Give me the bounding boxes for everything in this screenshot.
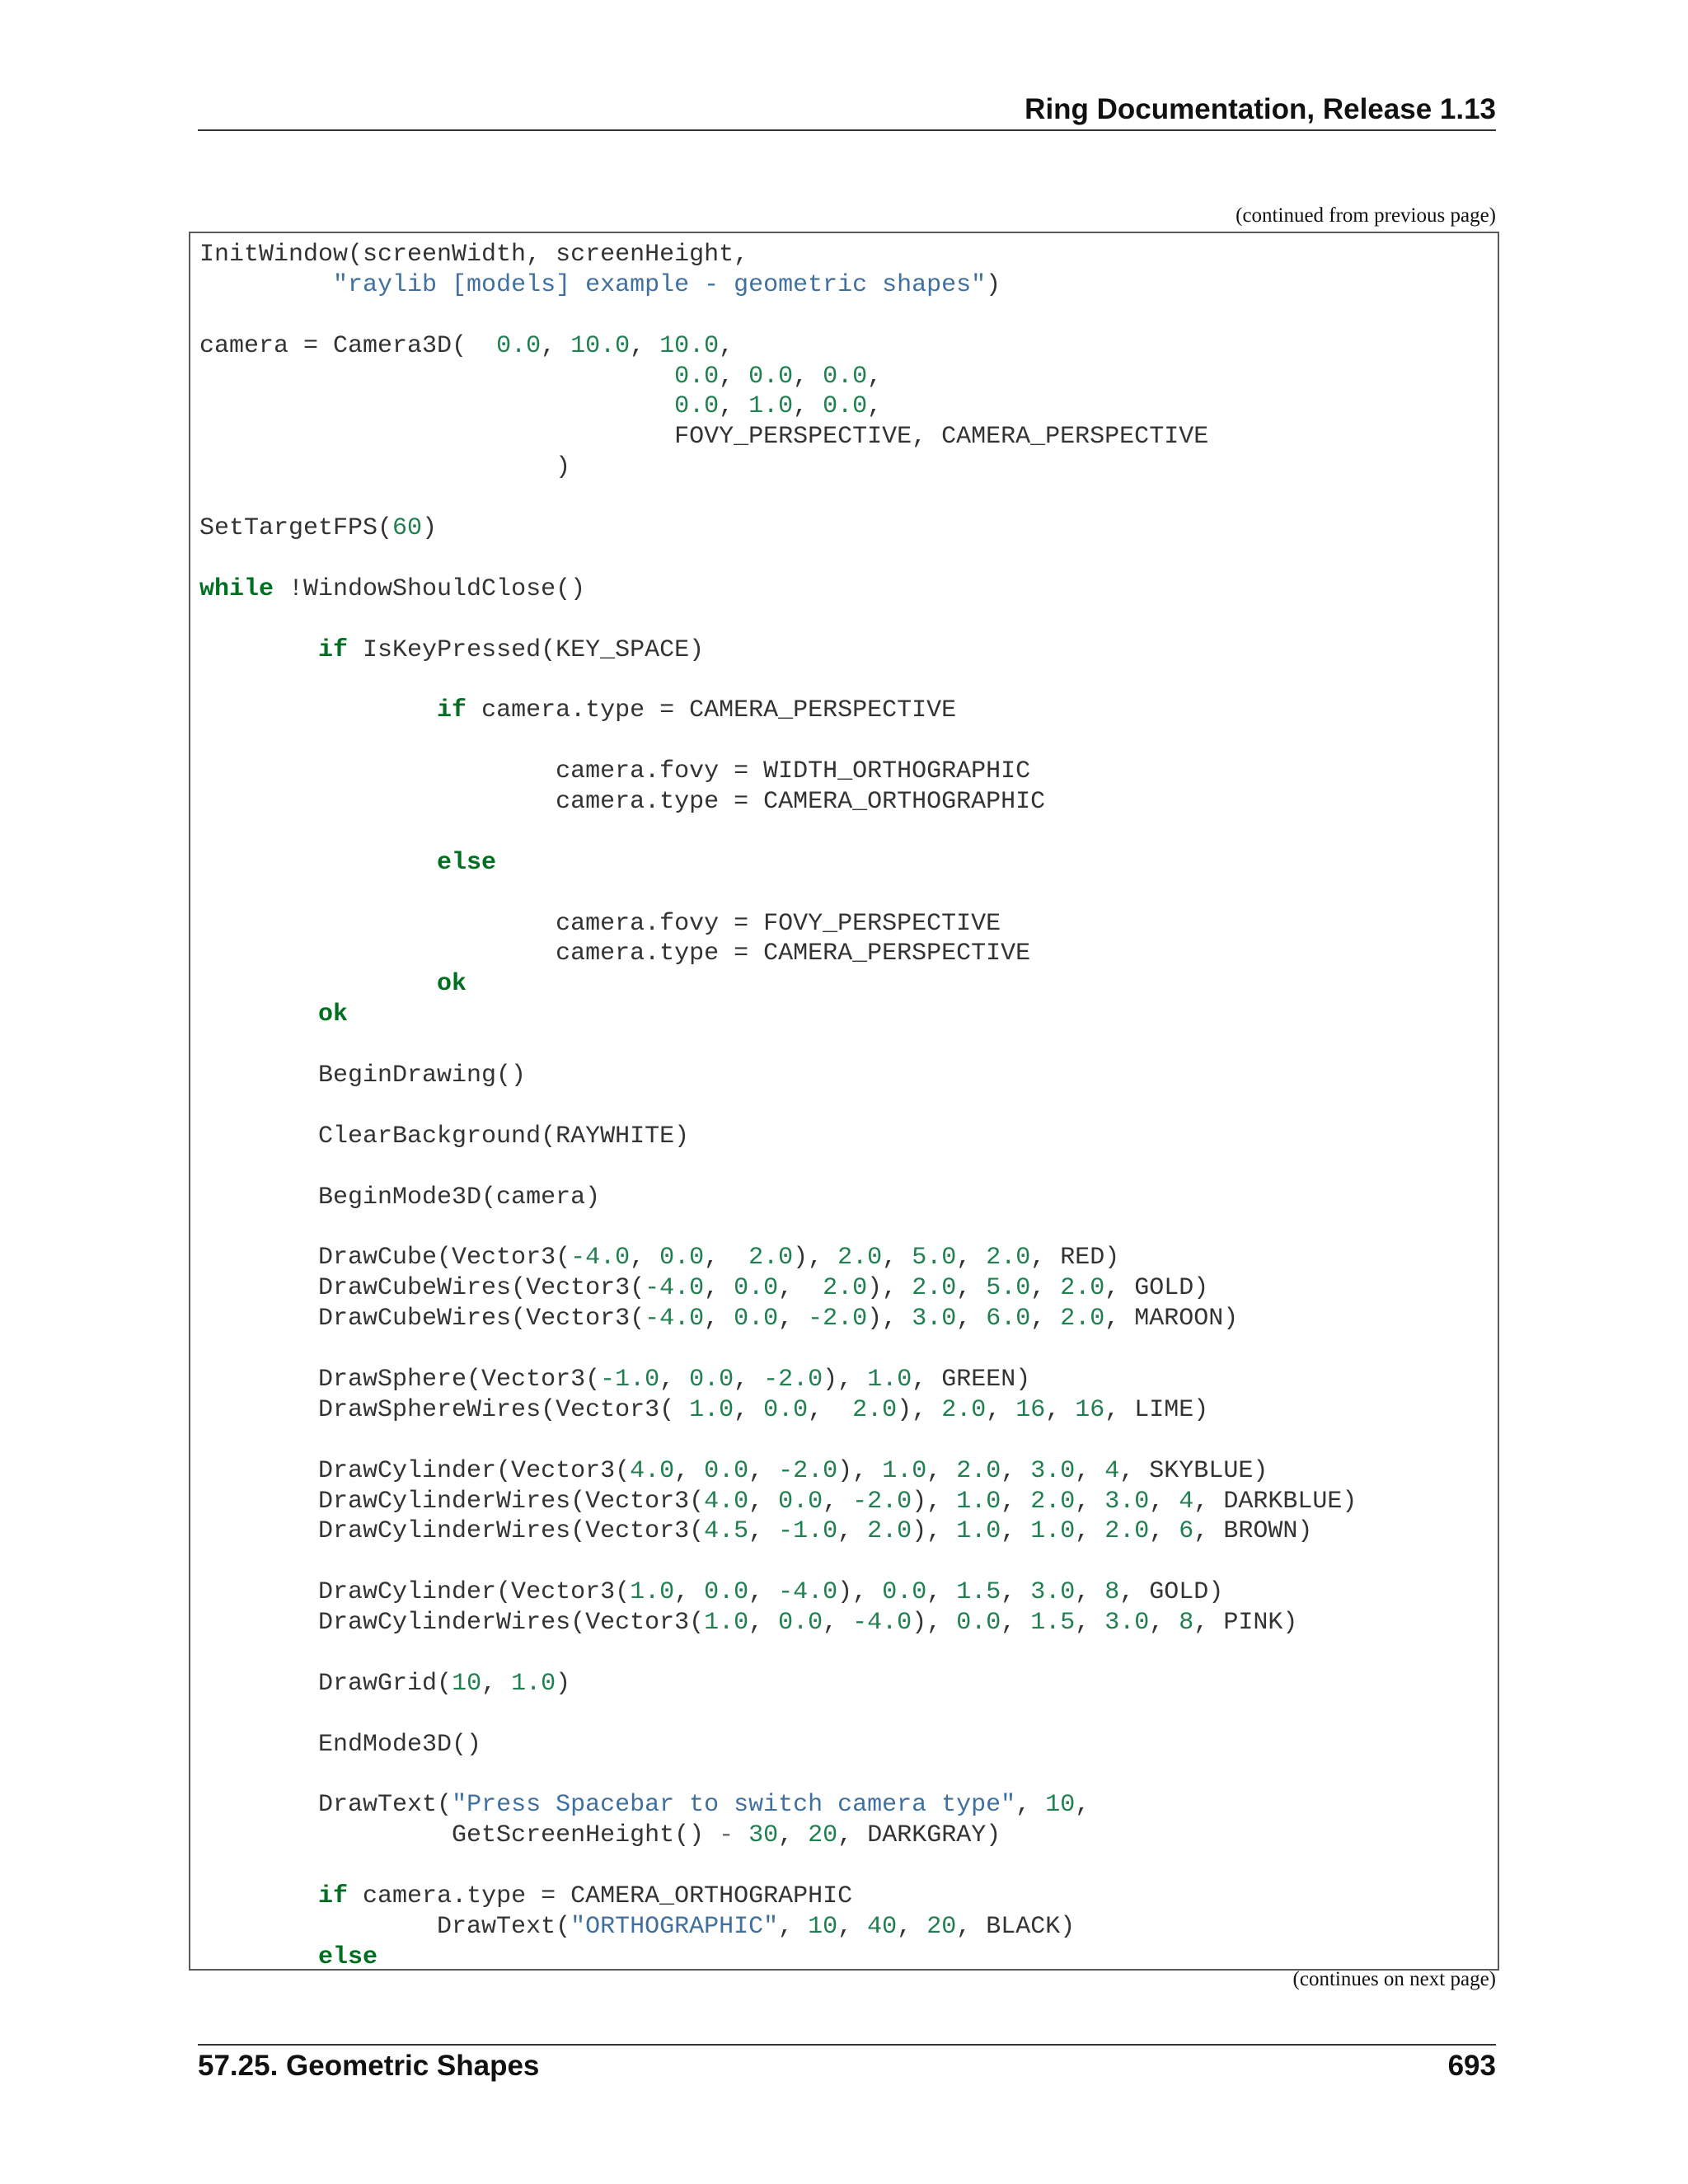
code-line <box>199 270 1357 301</box>
code-text <box>199 970 437 998</box>
code-text: DrawCylinderWires(Vector3( <box>199 1609 705 1638</box>
code-text: , <box>674 1456 705 1485</box>
code-text: DrawText( <box>199 1791 452 1820</box>
code-number: 3.0 <box>912 1305 957 1333</box>
code-text: DrawCube(Vector3( <box>199 1244 571 1272</box>
code-text: , <box>748 1609 779 1638</box>
code-text: , <box>778 1305 809 1333</box>
code-number: 0.0 <box>674 392 720 421</box>
code-text: , <box>481 1669 512 1698</box>
code-text: , <box>748 1517 779 1546</box>
code-text: , <box>1075 1578 1105 1607</box>
code-text: , <box>1075 1487 1105 1516</box>
code-number: 5.0 <box>986 1274 1031 1303</box>
code-line <box>199 1456 1357 1487</box>
code-text: FOVY_PERSPECTIVE, CAMERA_PERSPECTIVE <box>199 423 1209 452</box>
code-number: 20 <box>926 1912 957 1941</box>
code-number: 3.0 <box>1030 1456 1076 1485</box>
code-line <box>199 1426 1357 1456</box>
code-number: 0.0 <box>496 331 542 360</box>
code-number: 2.0 <box>912 1274 957 1303</box>
code-line <box>199 1760 1357 1791</box>
code-text: , <box>867 362 883 391</box>
code-text: ), <box>897 1395 942 1424</box>
code-text: , <box>1030 1274 1061 1303</box>
code-number: 0.0 <box>734 1305 779 1333</box>
code-text: , <box>1075 1609 1105 1638</box>
code-listing-box <box>189 232 1499 1971</box>
code-operator: - <box>719 1821 734 1850</box>
page-number: 693 <box>1447 2050 1496 2082</box>
code-line <box>199 513 1357 544</box>
code-number: 0.0 <box>778 1487 823 1516</box>
code-number: 0.0 <box>689 1365 734 1394</box>
code-text: , <box>793 362 823 391</box>
code-text <box>734 1821 748 1849</box>
code-line <box>199 635 1357 666</box>
code-number: 2.0 <box>867 1517 912 1546</box>
code-text: , <box>956 1244 987 1272</box>
code-number: 2.0 <box>1104 1517 1150 1546</box>
code-number: 1.0 <box>882 1456 927 1485</box>
code-line <box>199 1851 1357 1882</box>
code-line <box>199 240 1357 270</box>
code-text: , <box>882 1244 912 1272</box>
code-number: 0.0 <box>704 1456 749 1485</box>
code-block <box>199 240 1357 1971</box>
code-text: ), <box>823 1365 868 1394</box>
code-number: 1.0 <box>689 1395 734 1424</box>
code-number: 10.0 <box>659 331 720 360</box>
code-text: BeginDrawing() <box>199 1062 527 1090</box>
code-text: DrawCylinderWires(Vector3( <box>199 1517 705 1546</box>
code-number: 20 <box>808 1821 838 1850</box>
code-number: 1.0 <box>748 392 794 421</box>
code-text: , <box>867 392 883 421</box>
code-text <box>199 1943 318 1971</box>
code-keyword: else <box>318 1943 378 1971</box>
code-text: , <box>1001 1456 1031 1485</box>
code-text: GetScreenHeight() <box>199 1821 720 1850</box>
code-number: 0.0 <box>763 1395 809 1424</box>
code-number: -4.0 <box>645 1305 705 1333</box>
code-text: ), <box>837 1578 883 1607</box>
code-keyword: if <box>437 696 467 725</box>
code-text: , <box>1075 1791 1090 1820</box>
code-text: , DARKBLUE) <box>1193 1487 1357 1516</box>
code-number: -2.0 <box>763 1365 823 1394</box>
code-text: DrawCubeWires(Vector3( <box>199 1305 645 1333</box>
code-text: DrawCubeWires(Vector3( <box>199 1274 645 1303</box>
code-number: -2.0 <box>852 1487 912 1516</box>
code-text: BeginMode3D(camera) <box>199 1183 601 1212</box>
code-line <box>199 1213 1357 1244</box>
code-text: , <box>719 362 749 391</box>
code-text: , <box>837 1912 868 1941</box>
code-line <box>199 787 1357 818</box>
continues-on-note: (continues on next page) <box>1292 1968 1496 1990</box>
code-number: 0.0 <box>674 362 720 391</box>
code-number: 16 <box>1015 1395 1046 1424</box>
code-text: DrawText( <box>199 1912 571 1941</box>
code-text: , RED) <box>1030 1244 1120 1272</box>
code-text: ), <box>912 1609 957 1638</box>
code-string: "raylib [models] example - geometric shapes" <box>333 270 987 299</box>
code-number: 2.0 <box>986 1244 1031 1272</box>
code-line <box>199 544 1357 574</box>
code-text: , <box>748 1456 779 1485</box>
code-number: -4.0 <box>570 1244 631 1272</box>
code-line <box>199 757 1357 787</box>
code-text: , <box>1149 1517 1179 1546</box>
code-text: , <box>778 1821 809 1850</box>
code-line <box>199 1183 1357 1213</box>
code-text: ), <box>793 1244 838 1272</box>
code-number: 5.0 <box>912 1244 957 1272</box>
code-line <box>199 1091 1357 1122</box>
code-text: , SKYBLUE) <box>1119 1456 1268 1485</box>
code-text: camera.type = CAMERA_ORTHOGRAPHIC <box>199 788 1046 817</box>
code-number: 0.0 <box>748 362 794 391</box>
code-keyword: if <box>318 635 349 664</box>
code-line <box>199 1790 1357 1821</box>
page-header-title: Ring Documentation, Release 1.13 <box>1025 93 1496 125</box>
code-line <box>199 1334 1357 1365</box>
code-line <box>199 452 1357 483</box>
code-line <box>199 696 1357 726</box>
code-text: , DARKGRAY) <box>837 1821 1001 1850</box>
code-number: 4 <box>1104 1456 1120 1485</box>
code-number: 4 <box>1179 1487 1194 1516</box>
code-text: ), <box>867 1274 912 1303</box>
code-text: , <box>1001 1578 1031 1607</box>
code-line <box>199 1061 1357 1091</box>
code-number: 60 <box>392 514 423 543</box>
code-number: -1.0 <box>600 1365 660 1394</box>
code-text <box>199 1882 318 1910</box>
code-number: 1.0 <box>511 1669 556 1698</box>
code-number: 1.5 <box>956 1578 1001 1607</box>
code-number: 10 <box>808 1912 838 1941</box>
code-text: ) <box>986 270 1001 299</box>
code-number: -2.0 <box>808 1305 868 1333</box>
code-line <box>199 1730 1357 1760</box>
code-line <box>199 939 1357 969</box>
code-number: 0.0 <box>823 392 868 421</box>
code-line <box>199 726 1357 757</box>
code-line <box>199 1638 1357 1669</box>
code-line <box>199 909 1357 940</box>
header-divider <box>198 129 1496 131</box>
code-text: camera.fovy = WIDTH_ORTHOGRAPHIC <box>199 757 1031 786</box>
code-text: , <box>1001 1517 1031 1546</box>
code-number: 2.0 <box>1030 1487 1076 1516</box>
code-line <box>199 879 1357 909</box>
code-line <box>199 1273 1357 1304</box>
code-number: 0.0 <box>956 1609 1001 1638</box>
code-text: EndMode3D() <box>199 1730 482 1759</box>
code-text: ), <box>912 1517 957 1546</box>
code-number: 4.0 <box>704 1487 749 1516</box>
code-line <box>199 1243 1357 1273</box>
code-number: 0.0 <box>704 1578 749 1607</box>
code-text: camera.type = CAMERA_PERSPECTIVE <box>199 940 1031 968</box>
code-line <box>199 391 1357 422</box>
code-line <box>199 1122 1357 1152</box>
code-number: 40 <box>867 1912 898 1941</box>
code-text: , <box>719 392 749 421</box>
code-text: , <box>1149 1487 1179 1516</box>
code-line <box>199 605 1357 635</box>
code-line <box>199 1943 1357 1971</box>
code-text <box>199 392 674 420</box>
code-text: InitWindow(screenWidth, screenHeight, <box>199 241 749 269</box>
code-keyword: while <box>199 574 274 603</box>
code-text: , <box>1149 1609 1179 1638</box>
code-text <box>199 636 318 664</box>
code-number: 0.0 <box>778 1609 823 1638</box>
code-number: 0.0 <box>882 1578 927 1607</box>
code-line <box>199 422 1357 452</box>
code-line <box>199 574 1357 605</box>
code-text: DrawCylinder(Vector3( <box>199 1456 631 1485</box>
code-number: 1.0 <box>956 1517 1001 1546</box>
code-text: ) <box>422 514 438 543</box>
code-number: 1.0 <box>630 1578 675 1607</box>
code-number: 1.5 <box>1030 1609 1076 1638</box>
code-text <box>199 1001 318 1029</box>
code-text: ) <box>199 453 571 482</box>
code-text: , <box>897 1912 927 1941</box>
code-number: -1.0 <box>778 1517 838 1546</box>
code-text: , LIME) <box>1104 1395 1209 1424</box>
code-text: SetTargetFPS( <box>199 514 393 543</box>
code-number: 10 <box>452 1669 482 1698</box>
code-text: , GOLD) <box>1119 1578 1224 1607</box>
code-text: , <box>1001 1609 1031 1638</box>
code-number: 6.0 <box>986 1305 1031 1333</box>
code-line <box>199 848 1357 879</box>
code-line <box>199 818 1357 848</box>
footer-section-title: 57.25. Geometric Shapes <box>198 2050 540 2082</box>
code-number: 2.0 <box>823 1274 868 1303</box>
code-number: 30 <box>748 1821 779 1850</box>
code-text: , <box>808 1395 853 1424</box>
code-text: , <box>748 1578 779 1607</box>
code-line <box>199 1821 1357 1851</box>
code-text: , <box>823 1487 853 1516</box>
code-text <box>199 271 333 299</box>
code-number: 1.0 <box>956 1487 1001 1516</box>
code-text: IsKeyPressed(KEY_SPACE) <box>348 635 705 664</box>
code-text: camera.type = CAMERA_PERSPECTIVE <box>467 696 957 725</box>
code-line <box>199 1608 1357 1638</box>
code-line <box>199 362 1357 392</box>
code-text: , <box>986 1395 1016 1424</box>
code-line <box>199 1152 1357 1183</box>
code-text: , <box>748 1487 779 1516</box>
code-text: , <box>630 331 660 360</box>
code-string: "ORTHOGRAPHIC" <box>570 1912 779 1941</box>
code-text: , <box>956 1274 987 1303</box>
code-text: camera.fovy = FOVY_PERSPECTIVE <box>199 909 1001 938</box>
code-text: , <box>1075 1456 1105 1485</box>
code-text: , <box>778 1274 823 1303</box>
code-number: 16 <box>1075 1395 1105 1424</box>
code-number: 0.0 <box>659 1244 705 1272</box>
code-line <box>199 301 1357 331</box>
code-line <box>199 1395 1357 1426</box>
code-keyword: else <box>437 848 497 877</box>
code-number: 2.0 <box>748 1244 794 1272</box>
code-text: , <box>704 1244 749 1272</box>
code-text: , PINK) <box>1193 1609 1298 1638</box>
code-number: -4.0 <box>778 1578 838 1607</box>
code-text: ClearBackground(RAYWHITE) <box>199 1122 690 1151</box>
code-line <box>199 1882 1357 1912</box>
code-line <box>199 665 1357 696</box>
code-text <box>199 696 437 724</box>
code-text: DrawCylinder(Vector3( <box>199 1578 631 1607</box>
continued-from-note: (continued from previous page) <box>1236 204 1496 227</box>
code-number: 2.0 <box>1060 1274 1105 1303</box>
code-number: 1.0 <box>867 1365 912 1394</box>
code-text: !WindowShouldClose() <box>274 574 586 603</box>
code-string: "Press Spacebar to switch camera type" <box>452 1791 1016 1820</box>
code-keyword: ok <box>318 1001 349 1029</box>
code-text: , BROWN) <box>1193 1517 1313 1546</box>
code-text: , <box>1030 1305 1061 1333</box>
code-text: , <box>778 1912 809 1941</box>
code-line <box>199 1577 1357 1608</box>
code-line <box>199 1304 1357 1334</box>
code-keyword: if <box>318 1882 349 1911</box>
code-text: DrawSphere(Vector3( <box>199 1365 601 1394</box>
code-number: 6 <box>1179 1517 1194 1546</box>
code-number: 8 <box>1104 1578 1120 1607</box>
code-number: 2.0 <box>1060 1305 1105 1333</box>
code-text: , <box>704 1305 734 1333</box>
code-text: , <box>734 1395 764 1424</box>
code-text: ) <box>556 1669 571 1698</box>
code-line <box>199 1487 1357 1517</box>
code-text: , <box>734 1365 764 1394</box>
code-text: ), <box>837 1456 883 1485</box>
code-number: 2.0 <box>956 1456 1001 1485</box>
code-number: 8 <box>1179 1609 1194 1638</box>
code-line <box>199 1547 1357 1577</box>
code-keyword: ok <box>437 970 467 999</box>
code-text: , <box>704 1274 734 1303</box>
code-text: camera.type = CAMERA_ORTHOGRAPHIC <box>348 1882 853 1911</box>
code-text: , <box>1001 1487 1031 1516</box>
code-text <box>199 363 674 391</box>
code-number: 4.0 <box>630 1456 675 1485</box>
code-line <box>199 1912 1357 1943</box>
code-number: 2.0 <box>852 1395 898 1424</box>
code-number: 3.0 <box>1030 1578 1076 1607</box>
code-text: DrawGrid( <box>199 1669 452 1698</box>
code-text: , <box>926 1578 957 1607</box>
code-number: 10 <box>1045 1791 1076 1820</box>
code-number: 0.0 <box>823 362 868 391</box>
code-line <box>199 1516 1357 1547</box>
code-text: ), <box>867 1305 912 1333</box>
code-text: , GREEN) <box>912 1365 1031 1394</box>
code-number: -4.0 <box>645 1274 705 1303</box>
code-line <box>199 483 1357 513</box>
code-text: , GOLD) <box>1104 1274 1209 1303</box>
code-text: , <box>659 1365 690 1394</box>
code-text: , <box>1075 1517 1105 1546</box>
code-number: 2.0 <box>941 1395 987 1424</box>
code-text: , <box>1045 1395 1076 1424</box>
code-text: , <box>1015 1791 1046 1820</box>
code-number: 1.0 <box>704 1609 749 1638</box>
code-number: 2.0 <box>837 1244 883 1272</box>
code-text: , BLACK) <box>956 1912 1076 1941</box>
code-text: camera = Camera3D( <box>199 331 497 360</box>
code-text: , <box>793 392 823 421</box>
code-number: 0.0 <box>734 1274 779 1303</box>
code-number: 1.0 <box>1030 1517 1076 1546</box>
code-line <box>199 1000 1357 1030</box>
code-text: , <box>719 331 734 360</box>
code-number: 10.0 <box>570 331 631 360</box>
code-number: 3.0 <box>1104 1609 1150 1638</box>
code-text: , <box>956 1305 987 1333</box>
code-text: , MAROON) <box>1104 1305 1239 1333</box>
code-text: DrawCylinderWires(Vector3( <box>199 1487 705 1516</box>
code-text: , <box>837 1517 868 1546</box>
code-line <box>199 969 1357 1000</box>
code-line <box>199 1669 1357 1699</box>
code-number: -4.0 <box>852 1609 912 1638</box>
code-text: , <box>823 1609 853 1638</box>
code-text: , <box>541 331 571 360</box>
code-number: -2.0 <box>778 1456 838 1485</box>
code-text: , <box>674 1578 705 1607</box>
code-line <box>199 1699 1357 1730</box>
code-number: 3.0 <box>1104 1487 1150 1516</box>
code-text: , <box>630 1244 660 1272</box>
code-line <box>199 331 1357 362</box>
code-text: , <box>926 1456 957 1485</box>
code-line <box>199 1365 1357 1395</box>
code-number: 4.5 <box>704 1517 749 1546</box>
code-text: DrawSphereWires(Vector3( <box>199 1395 690 1424</box>
code-line <box>199 1030 1357 1061</box>
footer-divider <box>198 2044 1496 2046</box>
code-text <box>199 849 437 877</box>
code-text: ), <box>912 1487 957 1516</box>
